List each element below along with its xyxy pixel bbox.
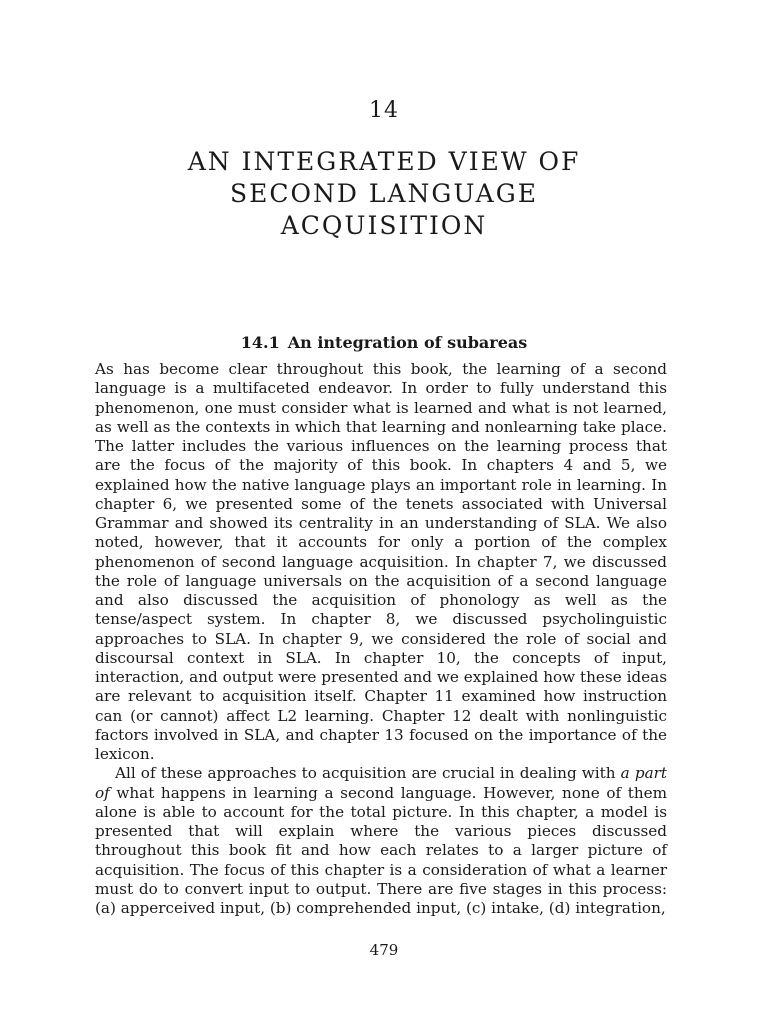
paragraph-1: As has become clear throughout this book, the learning of a second language is a multifaceted endeavor. In order to fully understand this phenomenon, one must consider what is learned and what is not learned, as well as the contexts in which that learning and nonlearning take place. The latter includes the various influences on the learning process that are the focus of the majority of this book. In chapters 4 and 5, we explained how the native language plays an important role in learning. In chapter 6, we presented some of the tenets associated with Universal Grammar and showed its centrality in an understanding of SLA. We also noted, however, that it accounts for only a portion of the complex phenomenon of second language acquisition. In chapter 7, we discussed the role of language universals on the acquisition of a second language and also discussed the acquisition of phonology as well as the tense/aspect system. In chapter 8, we discussed psycholinguistic approaches to SLA. In chapter 9, we considered the role of social and discoursal context in SLA. In chapter 10, the concepts of input, interaction, and output were presented and we explained how these ideas are relevant to acquisition itself. Chapter 11 examined how instruction can (or cannot) affect L2 learning. Chapter 12 dealt with nonlinguistic factors involved in SLA, and chapter 13 focused on the importance of the lexicon. xyxy=(95,360,667,763)
paragraph-2-italic-phrase: a part of xyxy=(95,764,667,802)
body-text xyxy=(95,360,667,918)
chapter-title-line-3: ACQUISITION xyxy=(280,211,488,240)
chapter-title-line-2: SECOND LANGUAGE xyxy=(230,179,538,208)
page-number: 479 xyxy=(369,941,399,959)
chapter-title-line-1: AN INTEGRATED VIEW OF xyxy=(187,147,581,176)
section-number: 14.1 xyxy=(240,333,280,352)
chapter-number: 14 xyxy=(369,98,399,123)
paragraph-2-text-end: what happens in learning a second language. However, none of them alone is able to account for the total picture. In this chapter, a model is presented that will explain where the various pieces discussed throughout this book fit and how each relates to a larger picture of acquisition. The focus of this chapter is a consideration of what a learner must do to convert input to output. There are five stages in this process: (a) apperceived input, (b) comprehended input, (c) intake, (d) integration, xyxy=(95,783,667,917)
chapter-title xyxy=(0,146,768,242)
section-heading xyxy=(0,333,768,352)
paragraph-2-text-start: All of these approaches to acquisition are crucial in dealing with xyxy=(115,764,621,783)
paragraph-2 xyxy=(95,764,667,918)
section-title: An integration of subareas xyxy=(287,333,528,352)
